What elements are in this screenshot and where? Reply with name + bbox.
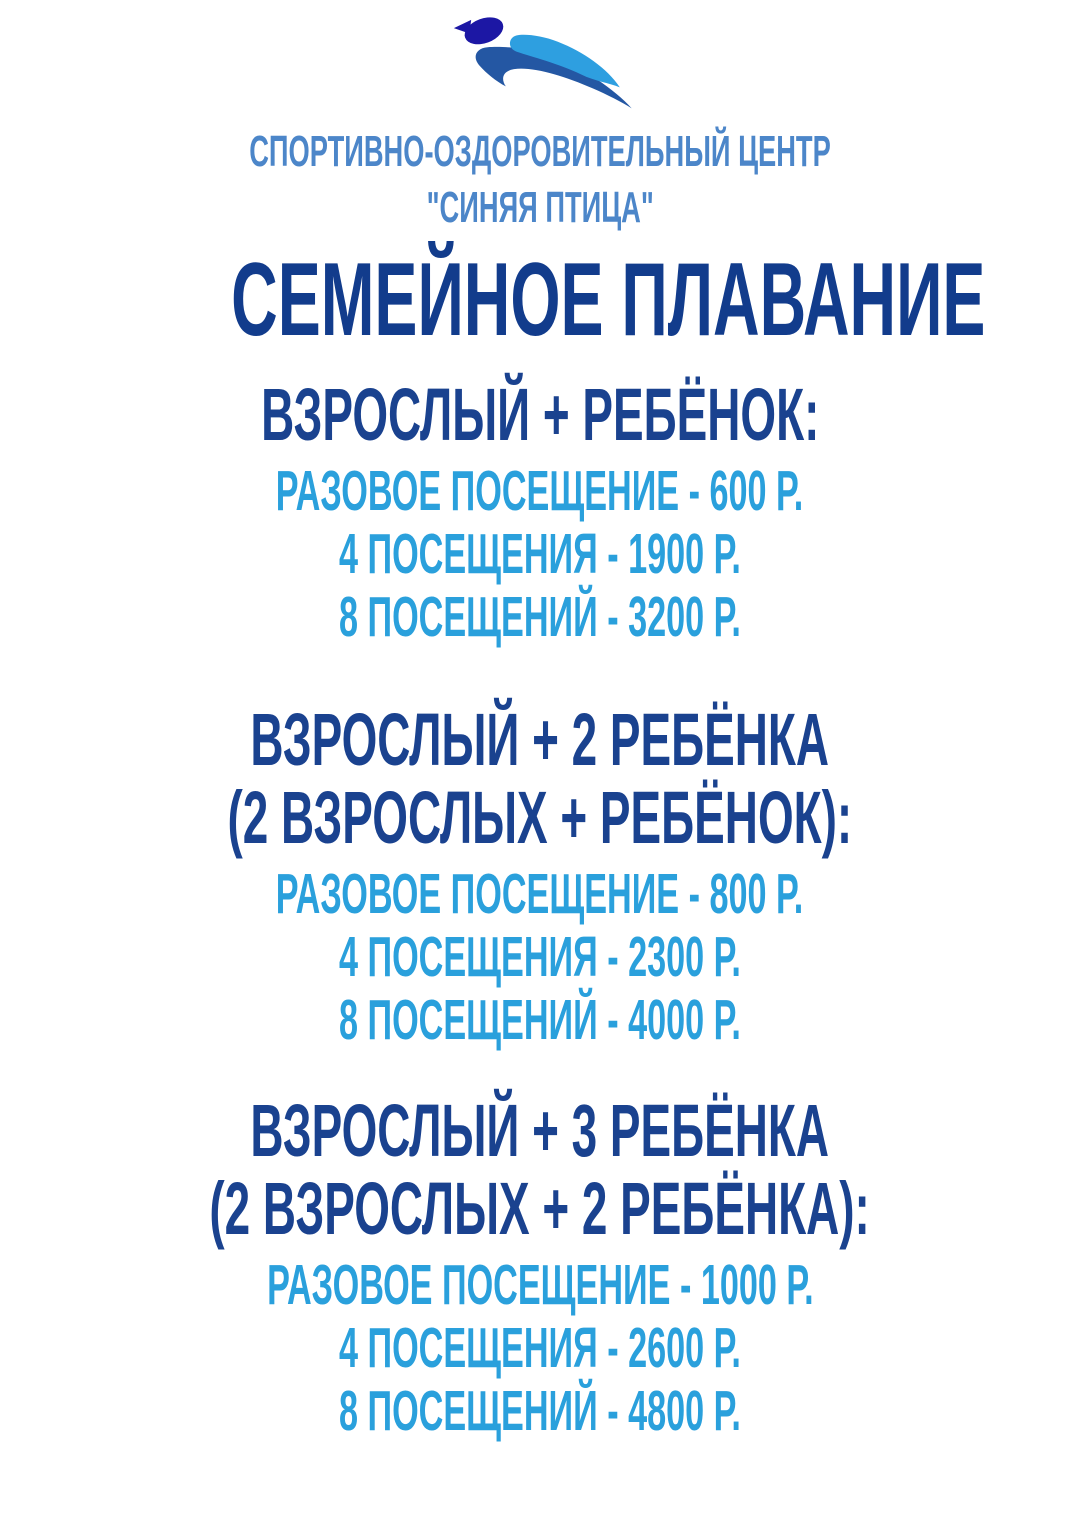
- price-line-text: РАЗОВОЕ ПОСЕЩЕНИЕ - 600 Р.: [276, 459, 804, 523]
- logo-bird-beak: [454, 20, 471, 34]
- pricing-section-adult-plus-child: [0, 373, 1080, 649]
- section-heading: [0, 1089, 1080, 1172]
- pricing-section-adult-plus-2-children: [0, 698, 1080, 1052]
- price-line-text: 4 ПОСЕЩЕНИЯ - 1900 Р.: [339, 522, 741, 586]
- price-line-text: РАЗОВОЕ ПОСЕЩЕНИЕ - 1000 Р.: [266, 1253, 814, 1317]
- logo-container: [0, 8, 1080, 122]
- section-heading-line2-text: (2 ВЗРОСЛЫХ + РЕБЁНОК):: [227, 776, 853, 859]
- price-line-text: 8 ПОСЕЩЕНИЙ - 3200 Р.: [339, 585, 741, 649]
- price-list: [0, 1254, 1080, 1443]
- org-name-line1-text: СПОРТИВНО-ОЗДОРОВИТЕЛЬНЫЙ ЦЕНТР: [249, 127, 831, 176]
- price-line-text: 4 ПОСЕЩЕНИЯ - 2300 Р.: [339, 925, 741, 989]
- price-line: [0, 1254, 1080, 1317]
- price-line: [0, 989, 1080, 1052]
- section-heading-line2: [0, 776, 1080, 859]
- bluebird-logo: [406, 8, 706, 122]
- price-line-text: РАЗОВОЕ ПОСЕЩЕНИЕ - 800 Р.: [276, 862, 804, 926]
- org-name-line2: [0, 180, 1080, 236]
- price-list: [0, 863, 1080, 1052]
- price-line: [0, 586, 1080, 649]
- section-heading: [0, 698, 1080, 781]
- price-line-text: 4 ПОСЕЩЕНИЯ - 2600 Р.: [339, 1316, 741, 1380]
- section-heading-line2-text: (2 ВЗРОСЛЫХ + 2 РЕБЁНКА):: [209, 1167, 871, 1250]
- org-name-line2-text: "СИНЯЯ ПТИЦА": [426, 183, 654, 232]
- org-name-line1: [0, 124, 1080, 180]
- price-line: [0, 1380, 1080, 1443]
- price-line: [0, 1317, 1080, 1380]
- section-heading-line2: [0, 1167, 1080, 1250]
- price-line: [0, 460, 1080, 523]
- page-title-text: СЕМЕЙНОЕ ПЛАВАНИЕ: [231, 242, 986, 358]
- pricing-section-adult-plus-3-children: [0, 1089, 1080, 1443]
- price-line-text: 8 ПОСЕЩЕНИЙ - 4800 Р.: [339, 1379, 741, 1443]
- section-heading-text: ВЗРОСЛЫЙ + 2 РЕБЁНКА: [250, 698, 830, 781]
- price-list: [0, 460, 1080, 649]
- section-heading: [0, 373, 1080, 456]
- price-line: [0, 523, 1080, 586]
- section-heading-text: ВЗРОСЛЫЙ + 3 РЕБЁНКА: [250, 1089, 830, 1172]
- section-heading-text: ВЗРОСЛЫЙ + РЕБЁНОК:: [260, 373, 820, 456]
- price-line: [0, 926, 1080, 989]
- page-title: [0, 242, 1080, 358]
- price-line-text: 8 ПОСЕЩЕНИЙ - 4000 Р.: [339, 988, 741, 1052]
- price-line: [0, 863, 1080, 926]
